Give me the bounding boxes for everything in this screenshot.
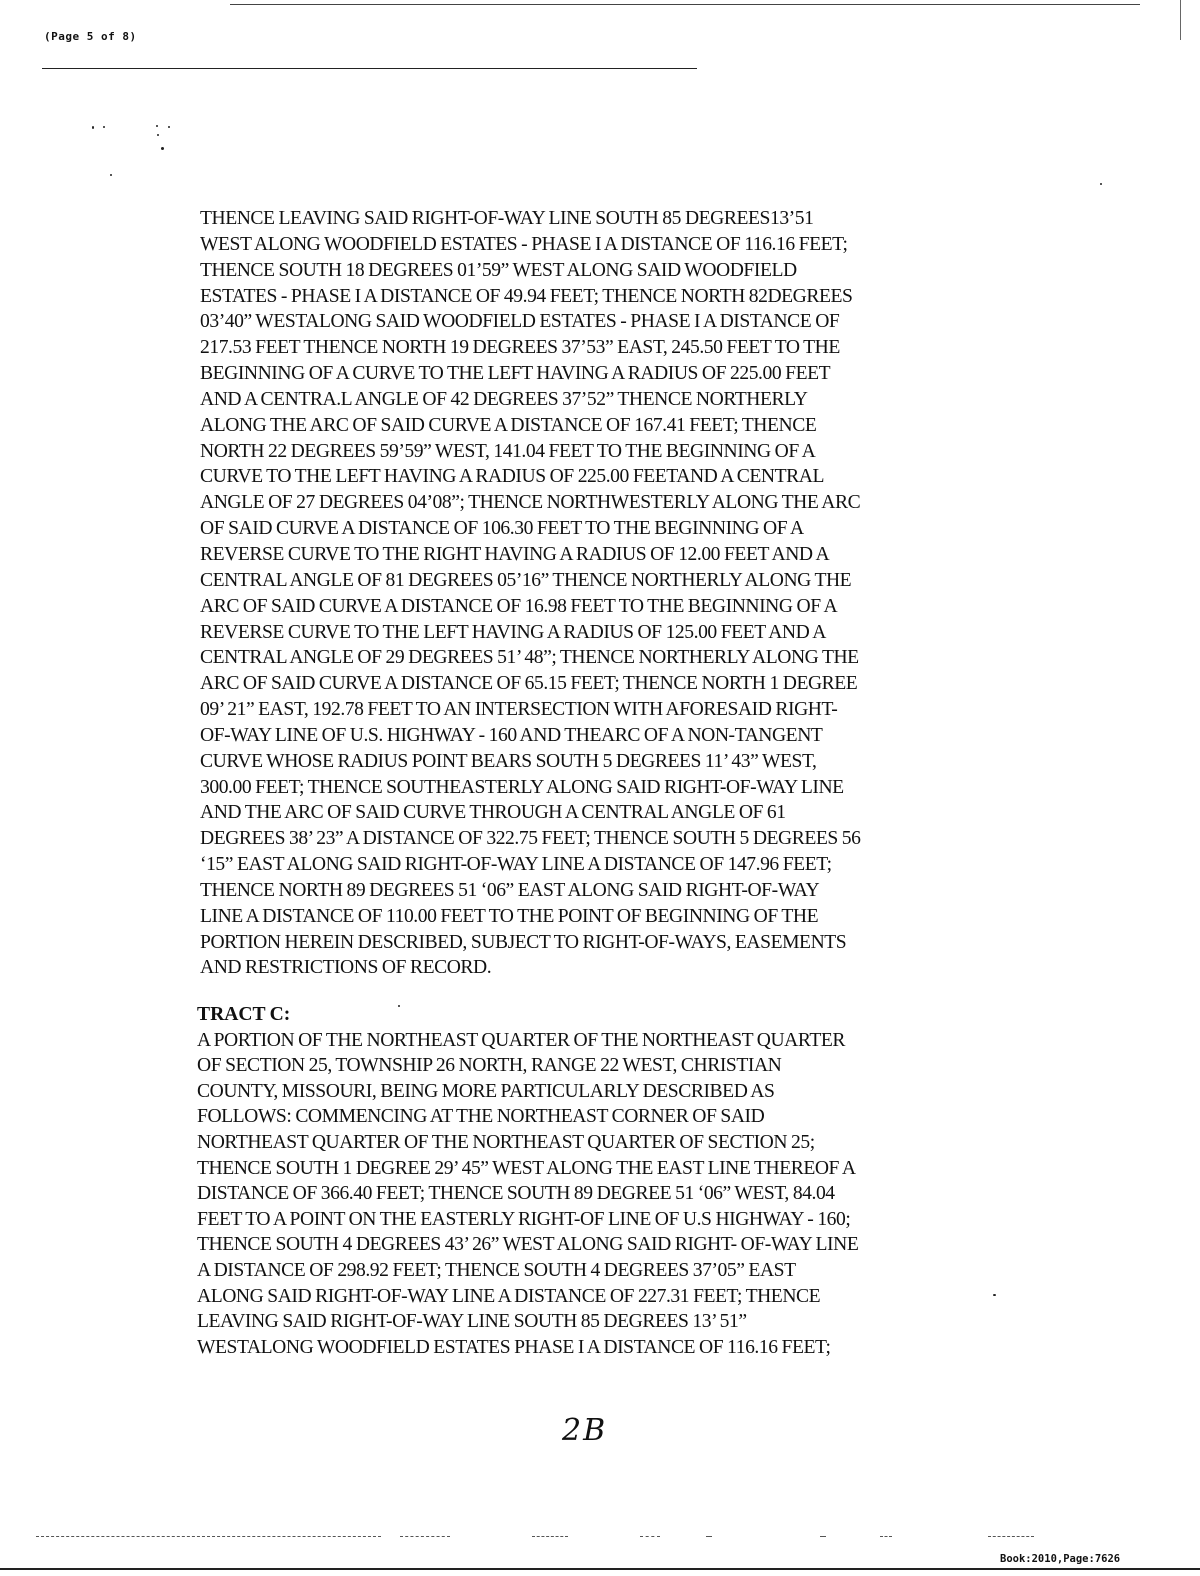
book-page-reference: Book:2010,Page:7626 xyxy=(1000,1553,1121,1565)
footer-rule-segment xyxy=(988,1536,1034,1537)
text-line: A PORTION OF THE NORTHEAST QUARTER OF THE NORTHEAST QUARTER xyxy=(197,1029,845,1051)
text-line: WESTALONG WOODFIELD ESTATES PHASE I A DISTANCE OF 116.16 FEET; xyxy=(197,1336,831,1358)
text-line: ESTATES - PHASE I A DISTANCE OF 49.94 FEET; THENCE NORTH 82DEGREES xyxy=(200,285,853,307)
top-edge-rule xyxy=(230,4,1140,5)
scan-speck xyxy=(156,125,158,127)
page-indicator: (Page 5 of 8) xyxy=(44,30,137,43)
text-line: 09’ 21” EAST, 192.78 FEET TO AN INTERSECTION WITH AFORESAID RIGHT- xyxy=(200,699,838,721)
text-line: OF SECTION 25, TOWNSHIP 26 NORTH, RANGE 22 WEST, CHRISTIAN xyxy=(197,1055,782,1077)
tract-c-section xyxy=(197,1002,1017,1360)
text-line: 300.00 FEET; THENCE SOUTHEASTERLY ALONG SAID RIGHT-OF-WAY LINE xyxy=(200,776,844,798)
text-line: AND THE ARC OF SAID CURVE THROUGH A CENTRAL ANGLE OF 61 xyxy=(200,802,786,824)
text-line: WEST ALONG WOODFIELD ESTATES - PHASE I A DISTANCE OF 116.16 FEET; xyxy=(200,233,848,255)
text-line: ARC OF SAID CURVE A DISTANCE OF 65.15 FEET; THENCE NORTH 1 DEGREE xyxy=(200,673,858,695)
text-line: ‘15” EAST ALONG SAID RIGHT-OF-WAY LINE A DISTANCE OF 147.96 FEET; xyxy=(200,854,832,876)
footer-rule-segment xyxy=(36,1536,381,1537)
footer-rule-segment xyxy=(820,1536,826,1537)
footer-rule-segment xyxy=(532,1536,568,1537)
text-line: ARC OF SAID CURVE A DISTANCE OF 16.98 FEET TO THE BEGINNING OF A xyxy=(200,595,838,617)
text-line: 217.53 FEET THENCE NORTH 19 DEGREES 37’53” EAST, 245.50 FEET TO THE xyxy=(200,337,840,359)
scan-speck xyxy=(168,126,170,128)
text-line: COUNTY, MISSOURI, BEING MORE PARTICULARLY DESCRIBED AS xyxy=(197,1080,775,1102)
text-line: ANGLE OF 27 DEGREES 04’08”; THENCE NORTHWESTERLY ALONG THE ARC xyxy=(200,492,861,514)
text-line: ALONG SAID RIGHT-OF-WAY LINE A DISTANCE OF 227.31 FEET; THENCE xyxy=(197,1285,821,1307)
text-line: CENTRAL ANGLE OF 29 DEGREES 51’ 48”; THENCE NORTHERLY ALONG THE xyxy=(200,647,859,669)
text-line: ALONG THE ARC OF SAID CURVE A DISTANCE OF 167.41 FEET; THENCE xyxy=(200,414,817,436)
text-line: PORTION HEREIN DESCRIBED, SUBJECT TO RIGHT-OF-WAYS, EASEMENTS xyxy=(200,931,847,953)
text-line: THENCE SOUTH 4 DEGREES 43’ 26” WEST ALONG SAID RIGHT- OF-WAY LINE xyxy=(197,1234,859,1256)
scan-speck xyxy=(103,126,105,128)
text-line: NORTH 22 DEGREES 59’59” WEST, 141.04 FEET TO THE BEGINNING OF A xyxy=(200,440,816,462)
text-line: CURVE WHOSE RADIUS POINT BEARS SOUTH 5 DEGREES 11’ 43” WEST, xyxy=(200,750,817,772)
text-line: THENCE NORTH 89 DEGREES 51 ‘06” EAST ALONG SAID RIGHT-OF-WAY xyxy=(200,879,820,901)
scan-speck xyxy=(92,126,94,129)
text-line: A DISTANCE OF 298.92 FEET; THENCE SOUTH 4 DEGREES 37’05” EAST xyxy=(197,1259,796,1281)
text-line: REVERSE CURVE TO THE LEFT HAVING A RADIUS OF 125.00 FEET AND A xyxy=(200,621,826,643)
text-line: THENCE SOUTH 1 DEGREE 29’ 45” WEST ALONG THE EAST LINE THEREOF A xyxy=(197,1157,856,1179)
text-line: DISTANCE OF 366.40 FEET; THENCE SOUTH 89 DEGREE 51 ‘06” WEST, 84.04 xyxy=(197,1183,835,1205)
text-line: AND A CENTRA.L ANGLE OF 42 DEGREES 37’52” THENCE NORTHERLY xyxy=(200,388,808,410)
legal-description xyxy=(200,206,1000,981)
text-line: 03’40” WESTALONG SAID WOODFIELD ESTATES - PHASE I A DISTANCE OF xyxy=(200,311,840,333)
text-line: AND RESTRICTIONS OF RECORD. xyxy=(200,957,492,979)
footer-rule-segment xyxy=(880,1536,892,1537)
text-line: THENCE SOUTH 18 DEGREES 01’59” WEST ALONG SAID WOODFIELD xyxy=(200,259,797,281)
scan-speck xyxy=(1100,183,1102,185)
text-line: CENTRAL ANGLE OF 81 DEGREES 05’16” THENCE NORTHERLY ALONG THE xyxy=(200,569,852,591)
text-line: OF-WAY LINE OF U.S. HIGHWAY - 160 AND THEARC OF A NON-TANGENT xyxy=(200,724,823,746)
text-line: LEAVING SAID RIGHT-OF-WAY LINE SOUTH 85 DEGREES 13’ 51” xyxy=(197,1311,747,1333)
text-line: FEET TO A POINT ON THE EASTERLY RIGHT-OF LINE OF U.S HIGHWAY - 160; xyxy=(197,1208,851,1230)
text-line: FOLLOWS: COMMENCING AT THE NORTHEAST CORNER OF SAID xyxy=(197,1106,765,1128)
text-line: BEGINNING OF A CURVE TO THE LEFT HAVING A RADIUS OF 225.00 FEET xyxy=(200,363,831,385)
footer-rule-segment xyxy=(400,1536,450,1537)
scan-speck xyxy=(161,147,164,150)
tract-c-heading: TRACT C: xyxy=(197,1004,291,1025)
scan-speck xyxy=(157,134,159,136)
footer-rule-segment xyxy=(640,1536,660,1537)
footer-rule-segment xyxy=(706,1536,712,1537)
text-line: REVERSE CURVE TO THE RIGHT HAVING A RADIUS OF 12.00 FEET AND A xyxy=(200,543,830,565)
text-line: CURVE TO THE LEFT HAVING A RADIUS OF 225.00 FEETAND A CENTRAL xyxy=(200,466,824,488)
text-line: OF SAID CURVE A DISTANCE OF 106.30 FEET TO THE BEGINNING OF A xyxy=(200,518,804,540)
top-edge-tick xyxy=(1180,0,1181,40)
bottom-edge-rule xyxy=(0,1568,1200,1570)
header-rule xyxy=(42,68,697,69)
text-line: NORTHEAST QUARTER OF THE NORTHEAST QUARTER OF SECTION 25; xyxy=(197,1131,815,1153)
scan-speck xyxy=(110,174,112,176)
handwritten-page-mark: 2B xyxy=(562,1413,608,1448)
text-line: DEGREES 38’ 23” A DISTANCE OF 322.75 FEET; THENCE SOUTH 5 DEGREES 56 xyxy=(200,828,861,850)
text-line: THENCE LEAVING SAID RIGHT-OF-WAY LINE SOUTH 85 DEGREES13’51 xyxy=(200,208,814,229)
text-line: LINE A DISTANCE OF 110.00 FEET TO THE POINT OF BEGINNING OF THE xyxy=(200,905,819,927)
